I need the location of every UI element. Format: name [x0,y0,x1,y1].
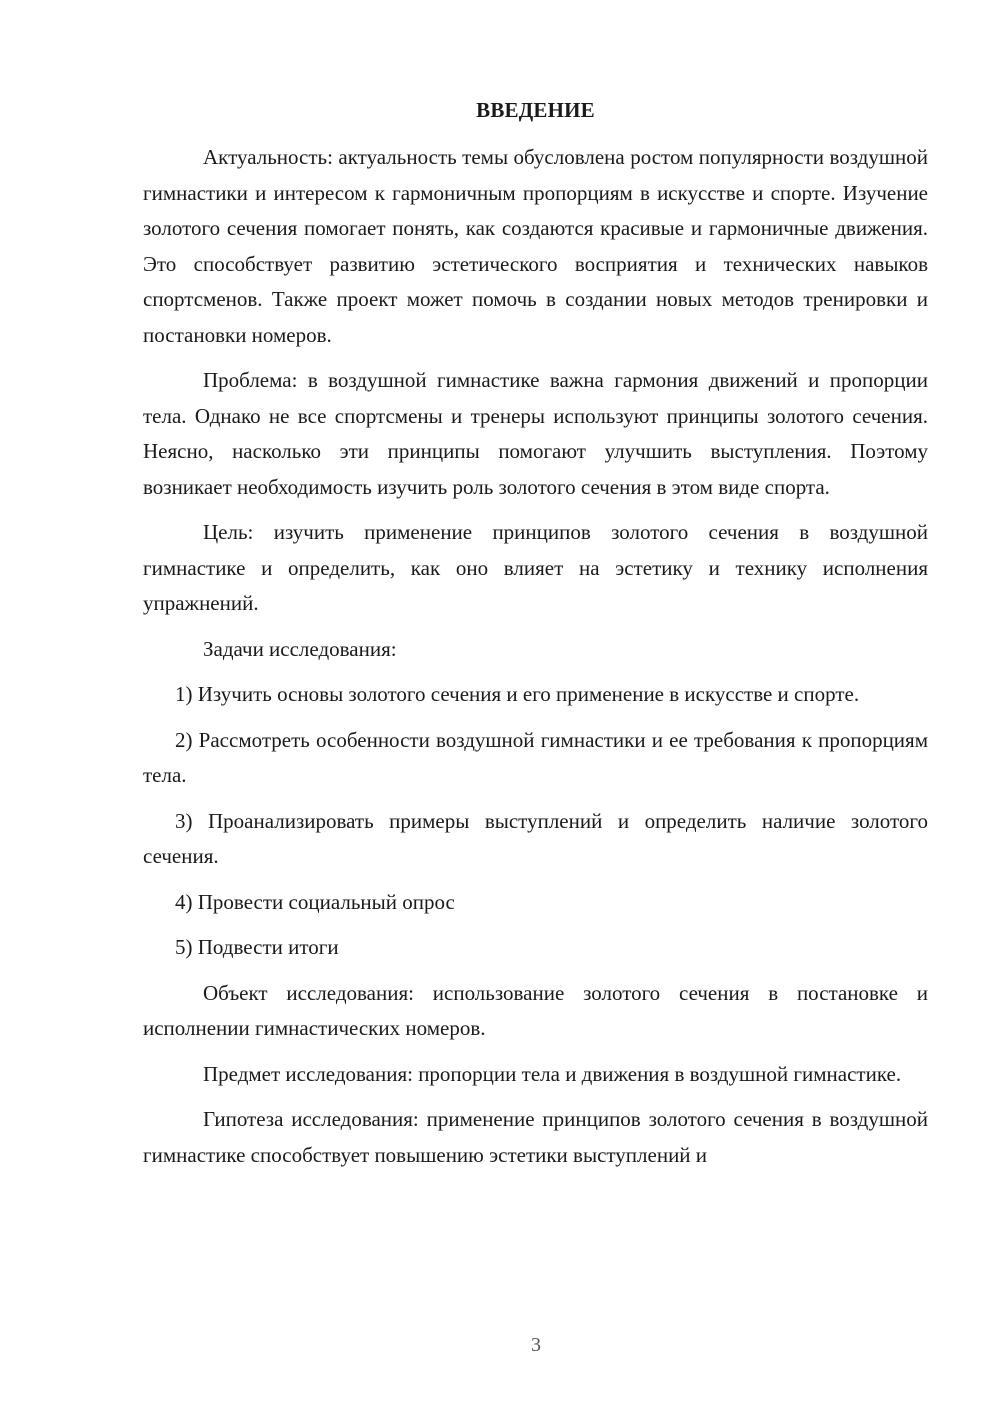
paragraph-object: Объект исследования: использование золотого сечения в постановке и исполнении гимнастических номеров. [143,980,928,1040]
paragraph-subject: Предмет исследования: пропорции тела и движения в воздушной гимнастике. [203,1061,902,1086]
page-number: 3 [531,1334,541,1356]
task-item-1: 1) Изучить основы золотого сечения и его применение в искусстве и спорте. [175,682,860,706]
task-item-3: 3) Проанализировать примеры выступлений и определить наличие золотого сечения. [143,808,928,868]
paragraph-goal: Цель: изучить применение принципов золотого сечения в воздушной гимнастике и определить, как оно влияет на эстетику и технику исполнения упражнений. [143,520,928,615]
paragraph-tasks-heading: Задачи исследования: [203,636,397,661]
task-item-4: 4) Провести социальный опрос [175,889,455,914]
paragraph-problem: Проблема: в воздушной гимнастике важна гармония движений и пропорции тела. Однако не все спортсмены и тренеры используют принципы золотого сечения. Неясно, насколько эти принципы помогают улучшить выступления. Поэтому возникает необходимость изучить роль золотого сечения в этом виде спорта. [143,368,928,499]
section-title: ВВЕДЕНИЕ [476,98,595,122]
paragraph-hypothesis: Гипотеза исследования: применение принципов золотого сечения в воздушной гимнастике способствует повышению эстетики выступлений и [143,1107,928,1167]
document-page [143,90,928,1183]
task-item-2: 2) Рассмотреть особенности воздушной гимнастики и ее требования к пропорциям тела. [143,727,928,787]
task-item-5: 5) Подвести итоги [175,935,339,959]
paragraph-relevance: Актуальность: актуальность темы обусловлена ростом популярности воздушной гимнастики и интересом к гармоничным пропорциям в искусстве и спорте. Изучение золотого сечения помогает понять, как создаются красивые и гармоничные движения. Это способствует развитию эстетического восприятия и технических навыков спортсменов. Также проект может помочь в создании новых методов тренировки и постановки номеров. [143,145,928,347]
